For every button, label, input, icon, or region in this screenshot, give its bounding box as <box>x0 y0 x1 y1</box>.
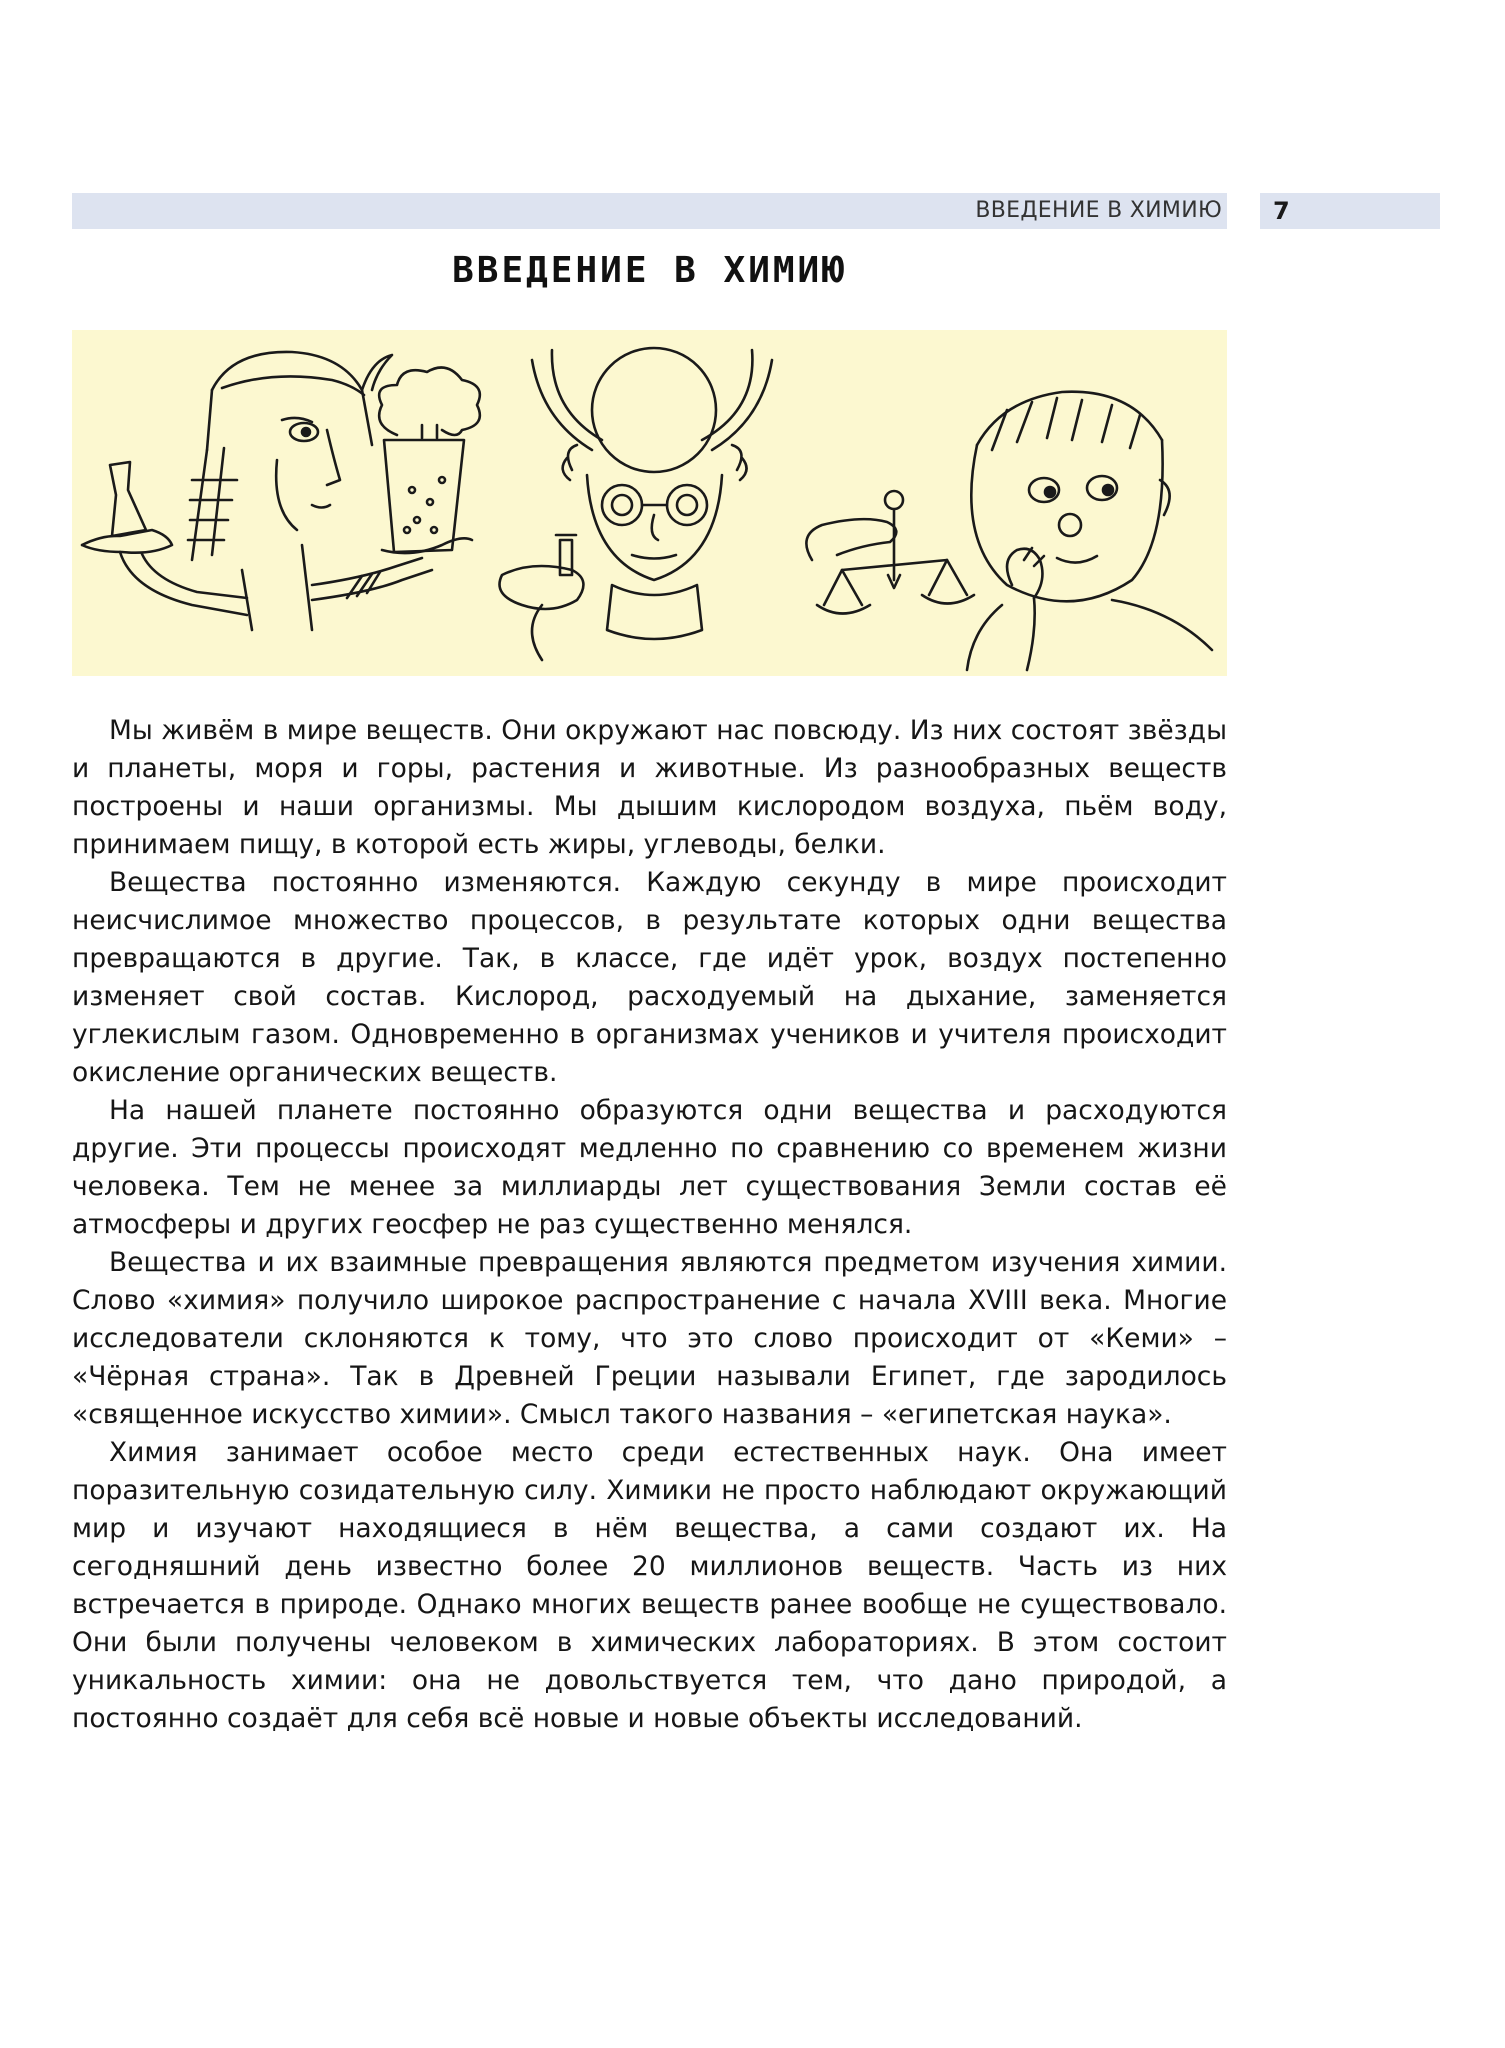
horned-scientist <box>500 348 773 660</box>
page-number: 7 <box>1273 197 1290 225</box>
chapter-illustration <box>72 330 1227 676</box>
paragraph: Химия занимает особое место среди естественных наук. Она имеет поразительную созидательную силу. Химики не просто наблюдают окружающий мир и изучают находящиеся в нём вещества, а сами создают их. На сегодняшний день известно более 20 миллионов веществ. Часть из них встречается в природе. Однако многих веществ ранее вообще не существовало. Они были получены человеком в химических лабораториях. В этом состоит уникальность химии: она не довольствуется тем, что дано природой, а постоянно создаёт для себя всё новые и новые объекты исследований. <box>72 1437 1227 1734</box>
body-text <box>72 712 1227 1738</box>
paragraph: На нашей планете постоянно образуются одни вещества и расходуются другие. Эти процессы происходят медленно по сравнению со временем жизни человека. Тем не менее за миллиарды лет существования Земли состав её атмосферы и других геосфер не раз существенно менялся. <box>72 1095 1227 1240</box>
thinking-boy <box>967 392 1212 670</box>
balance-scale <box>806 491 974 614</box>
paragraph: Вещества постоянно изменяются. Каждую секунду в мире происходит неисчислимое множество процессов, в результате которых одни вещества превращаются в другие. Так, в классе, где идёт урок, воздух постепенно изменяет свой состав. Кислород, расходуемый на дыхание, заменяется углекислым газом. Одновременно в организмах учеников и учителя происходит окисление органических веществ. <box>72 867 1227 1088</box>
chapter-title: ВВЕДЕНИЕ В ХИМИЮ <box>452 250 847 291</box>
egyptian-figure <box>82 352 480 630</box>
paragraph: Вещества и их взаимные превращения являются предметом изучения химии. Слово «химия» получило широкое распространение с начала XVIII века. Многие исследователи склоняются к тому, что это слово происходит от «Кеми» – «Чёрная страна». Так в Древней Греции называли Египет, где зародилось «священное искусство химии». Смысл такого названия – «египетская наука». <box>72 1247 1227 1430</box>
running-head: ВВЕДЕНИЕ В ХИМИЮ <box>975 198 1222 223</box>
paragraph: Мы живём в мире веществ. Они окружают нас повсюду. Из них состоят звёзды и планеты, моря и горы, растения и животные. Из разнообразных веществ построены и наши организмы. Мы дышим кислородом воздуха, пьём воду, принимаем пищу, в которой есть жиры, углеводы, белки. <box>72 715 1227 860</box>
